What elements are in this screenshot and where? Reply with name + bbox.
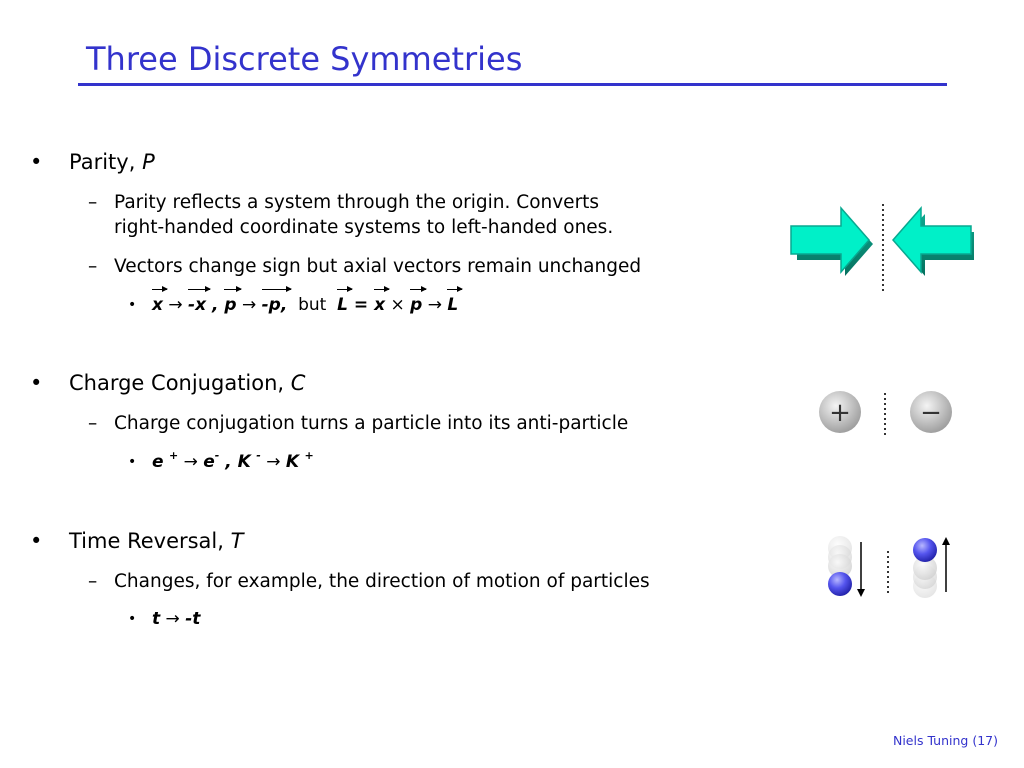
- bullet-icon: •: [30, 150, 43, 174]
- kaon-symbol: K: [237, 452, 251, 472]
- time-symbol: T: [230, 529, 244, 553]
- vector-p: p: [224, 295, 237, 315]
- but-word: but: [298, 295, 327, 315]
- footer-credit: Niels Tuning (17): [892, 733, 998, 748]
- falling-particle-icon: [828, 536, 852, 596]
- plus-superscript: +: [168, 449, 179, 462]
- parity-symbol: P: [142, 150, 155, 174]
- dash-icon: –: [88, 571, 98, 592]
- parity-line-2: right-handed coordinate systems to left-handed ones.: [114, 217, 614, 238]
- up-arrow-icon: [942, 537, 950, 592]
- maps-to-arrow: →: [168, 295, 183, 315]
- parity-figure: [785, 200, 980, 296]
- plus-superscript: +: [304, 449, 314, 462]
- vector-L: L: [337, 295, 348, 315]
- title-underline: [78, 83, 947, 86]
- cross-product: ×: [390, 295, 405, 315]
- charge-symbol: C: [290, 371, 306, 395]
- right-pointing-arrow-icon: [791, 208, 873, 276]
- sub-bullet-icon: •: [128, 611, 137, 627]
- parity-line-3: Vectors change sign but axial vectors remain unchanged: [114, 256, 642, 277]
- vector-x: x: [152, 295, 163, 315]
- vector-x: x: [374, 295, 386, 315]
- slide-title: Three Discrete Symmetries: [86, 40, 523, 78]
- time-negated: -t: [185, 609, 201, 629]
- left-pointing-arrow-icon: [893, 208, 974, 276]
- electron-symbol: e: [203, 452, 215, 472]
- vector-neg-x: -x: [188, 295, 207, 315]
- time-variable: t: [152, 609, 161, 629]
- rising-particle-icon: [913, 538, 937, 598]
- dash-icon: –: [88, 192, 98, 213]
- charge-line-1: Charge conjugation turns a particle into its anti-particle: [114, 413, 629, 434]
- comma: ,: [206, 295, 225, 315]
- charge-figure: [815, 390, 955, 440]
- maps-to-arrow: →: [266, 452, 281, 472]
- time-figure: [822, 535, 957, 600]
- kaon-symbol: K: [285, 452, 300, 472]
- equals: =: [347, 295, 375, 315]
- charge-label: Charge Conjugation,: [69, 371, 291, 395]
- dash-icon: –: [88, 256, 98, 277]
- dash-icon: –: [88, 413, 98, 434]
- minus-superscript: -: [214, 449, 220, 462]
- vector-L: L: [447, 295, 459, 315]
- maps-to-arrow: →: [183, 452, 198, 472]
- separator: ,: [219, 452, 238, 472]
- maps-to-arrow: →: [427, 295, 442, 315]
- parity-line-1: Parity reflects a system through the origin. Converts: [114, 192, 600, 213]
- down-arrow-icon: [857, 542, 865, 597]
- vector-neg-p: -p,: [261, 295, 288, 315]
- plus-sign: +: [829, 398, 851, 428]
- sub-bullet-icon: •: [128, 454, 137, 470]
- time-line-1: Changes, for example, the direction of motion of particles: [114, 571, 650, 592]
- bullet-icon: •: [30, 529, 43, 553]
- sub-bullet-icon: •: [128, 297, 137, 313]
- minus-superscript: -: [256, 449, 261, 462]
- maps-to-arrow: →: [241, 295, 257, 315]
- time-label: Time Reversal,: [69, 529, 231, 553]
- bullet-icon: •: [30, 371, 43, 395]
- vector-p: p: [410, 295, 423, 315]
- electron-symbol: e: [152, 452, 164, 472]
- parity-label: Parity,: [69, 150, 143, 174]
- minus-sign: −: [920, 398, 942, 428]
- maps-to-arrow: →: [165, 609, 180, 629]
